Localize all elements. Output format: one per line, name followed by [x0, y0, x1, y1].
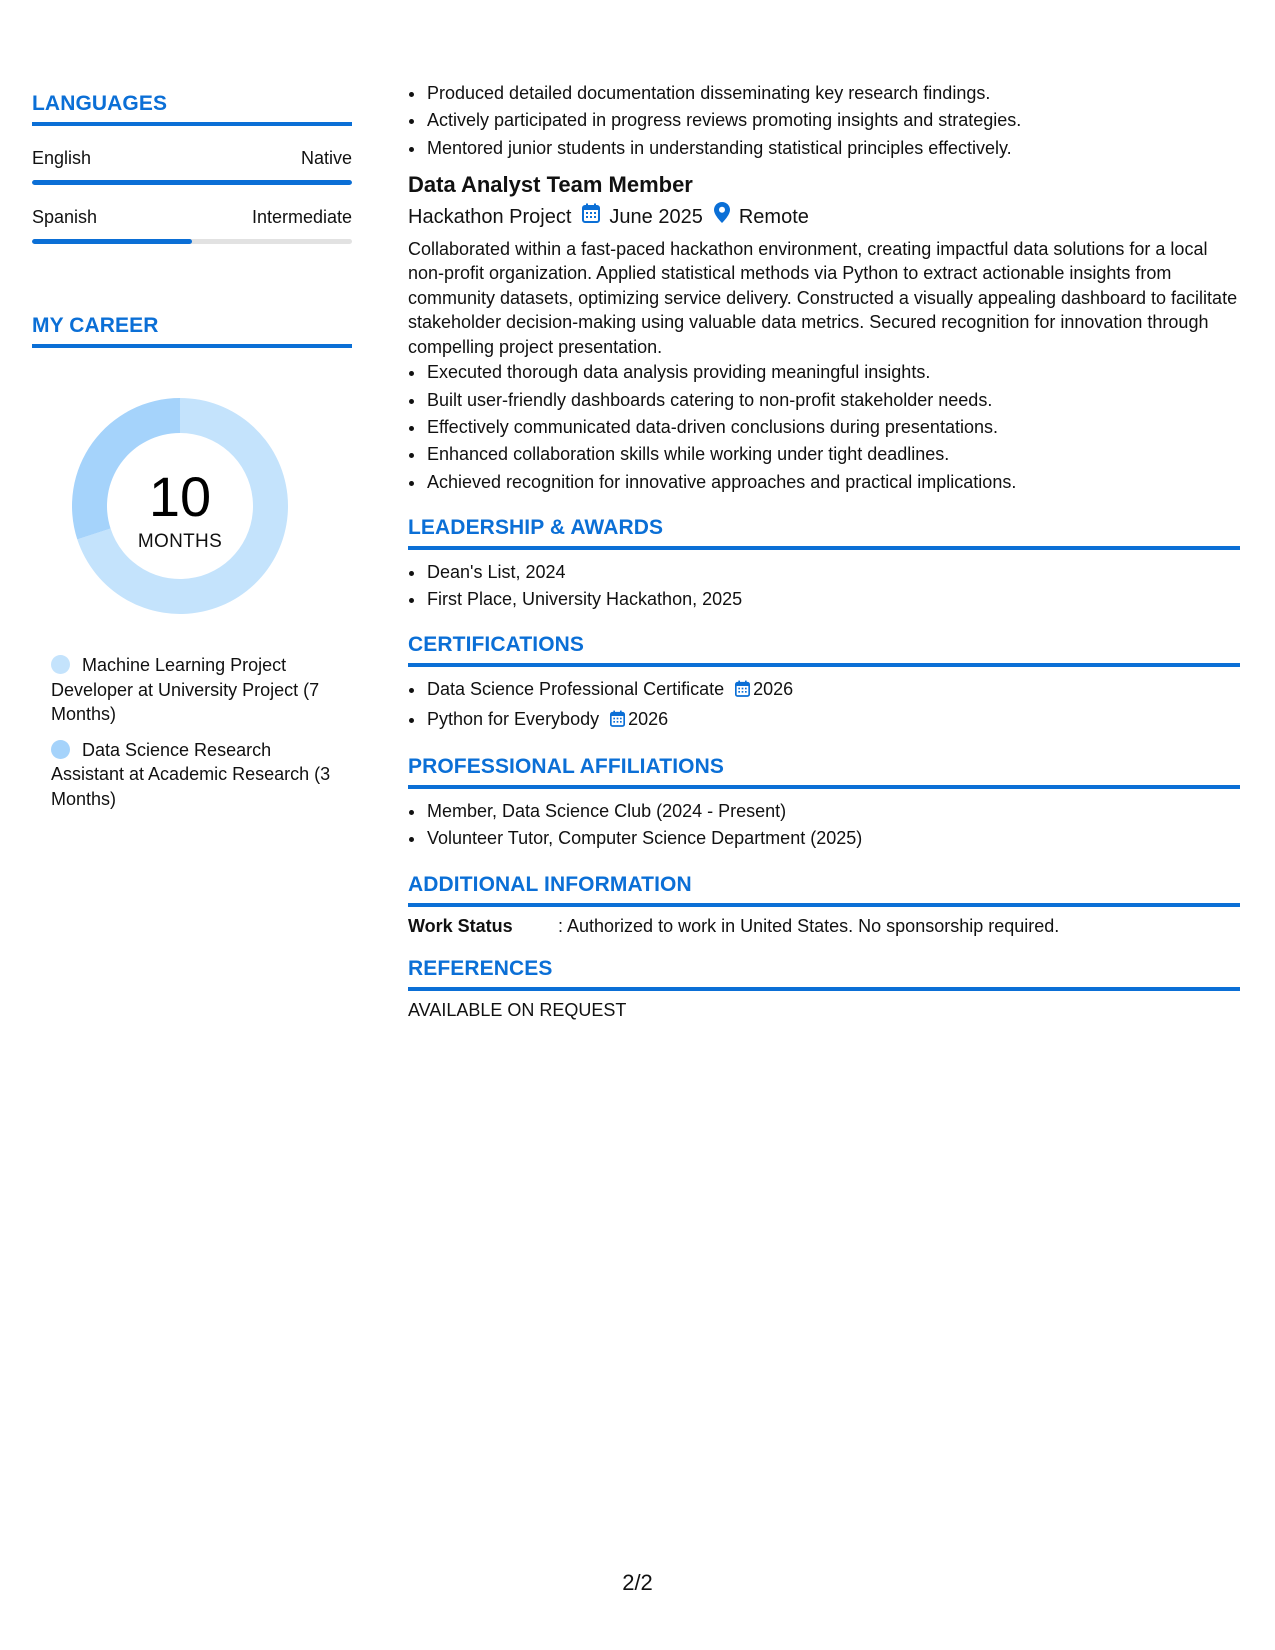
career-donut-chart: [65, 391, 295, 621]
work-status-row: [408, 916, 1240, 937]
language-name: Spanish: [32, 207, 98, 227]
calendar-icon: [582, 202, 600, 232]
awards-section: [408, 516, 1240, 614]
certification-year: 2026: [628, 708, 669, 729]
previous-job-bullets: [408, 80, 1240, 162]
job-entry: [408, 170, 1240, 496]
affiliations-title: PROFESSIONAL AFFILIATIONS: [408, 755, 1240, 789]
job-bullets: [408, 359, 1240, 495]
legend-label: Machine Learning Project Developer at University Project (7 Months): [51, 655, 320, 724]
list-item: • Dean's List, 2024: [426, 559, 1240, 586]
list-item: • Effectively communicated data-driven conclusions during presentations.: [426, 414, 1240, 441]
certification-name: Python for Everybody: [427, 708, 600, 729]
proficiency-bar-fill: [32, 180, 352, 185]
legend-dot: [51, 655, 70, 674]
language-item: [32, 207, 352, 244]
list-item: • First Place, University Hackathon, 2025: [426, 586, 1240, 613]
certifications-section: [408, 633, 1240, 735]
proficiency-bar-fill: [32, 239, 192, 244]
references-section: [408, 957, 1240, 1021]
job-description: Collaborated within a fast-paced hackathon environment, creating impactful data solutions for a local non-profit organization. Applied statistical methods via Python to extract actionable insights from community datasets, optimizing service delivery. Constructed a visually appealing dashboard to facilitate stakeholder decision-making using valuable data metrics. Secured recognition for innovation through compelling project presentation.: [408, 238, 1238, 357]
language-name: English: [32, 148, 92, 168]
legend-item: [51, 738, 341, 812]
list-item: • Member, Data Science Club (2024 - Present): [426, 798, 1240, 825]
additional-info-title: ADDITIONAL INFORMATION: [408, 873, 1240, 907]
awards-title: LEADERSHIP & AWARDS: [408, 516, 1240, 550]
list-item: • Achieved recognition for innovative approaches and practical implications.: [426, 469, 1240, 496]
affiliations-section: [408, 755, 1240, 853]
certifications-title: CERTIFICATIONS: [408, 633, 1240, 667]
legend-item: [51, 653, 341, 727]
certification-name: Data Science Professional Certificate: [427, 679, 725, 700]
right-column: [408, 80, 1240, 1021]
map-pin-icon: [714, 202, 730, 232]
total-months-unit: MONTHS: [137, 531, 223, 552]
additional-info-section: [408, 873, 1240, 937]
references-title: REFERENCES: [408, 957, 1240, 991]
work-status-label: Work Status: [408, 915, 513, 936]
career-title: MY CAREER: [32, 314, 352, 348]
proficiency-bar: [32, 239, 352, 244]
list-item: • Built user-friendly dashboards catering to non-profit stakeholder needs.: [426, 387, 1240, 414]
list-item: [426, 676, 1240, 705]
languages-title: LANGUAGES: [32, 92, 352, 126]
list-item: • Mentored junior students in understanding statistical principles effectively.: [426, 135, 1240, 162]
page-number: 2/2: [622, 1570, 653, 1595]
calendar-icon: [610, 708, 625, 735]
job-location: Remote: [738, 205, 809, 228]
certification-year: 2026: [753, 679, 794, 700]
language-level: Intermediate: [251, 207, 352, 227]
total-months-value: 10: [148, 465, 212, 528]
references-text: AVAILABLE ON REQUEST: [408, 999, 627, 1020]
left-column: [32, 92, 352, 822]
proficiency-bar: [32, 180, 352, 185]
job-company: Hackathon Project: [408, 205, 572, 228]
job-meta: [408, 202, 1240, 232]
list-item: • Actively participated in progress reviews promoting insights and strategies.: [426, 107, 1240, 134]
list-item: • Executed thorough data analysis providing meaningful insights.: [426, 359, 1240, 386]
list-item: • Volunteer Tutor, Computer Science Department (2025): [426, 825, 1240, 852]
work-status-value: : Authorized to work in United States. No sponsorship required.: [558, 915, 1060, 936]
legend-dot: [51, 740, 70, 759]
list-item: • Produced detailed documentation disseminating key research findings.: [426, 80, 1240, 107]
language-item: [32, 148, 352, 185]
list-item: • Enhanced collaboration skills while working under tight deadlines.: [426, 441, 1240, 468]
legend-label: Data Science Research Assistant at Academic Research (3 Months): [51, 739, 331, 809]
language-level: Native: [300, 148, 352, 168]
job-date: June 2025: [609, 205, 703, 228]
list-item: [426, 706, 1240, 735]
donut-center: [65, 391, 295, 621]
job-title: Data Analyst Team Member: [408, 171, 693, 197]
calendar-icon: [735, 678, 750, 705]
career-legend: [51, 653, 341, 811]
